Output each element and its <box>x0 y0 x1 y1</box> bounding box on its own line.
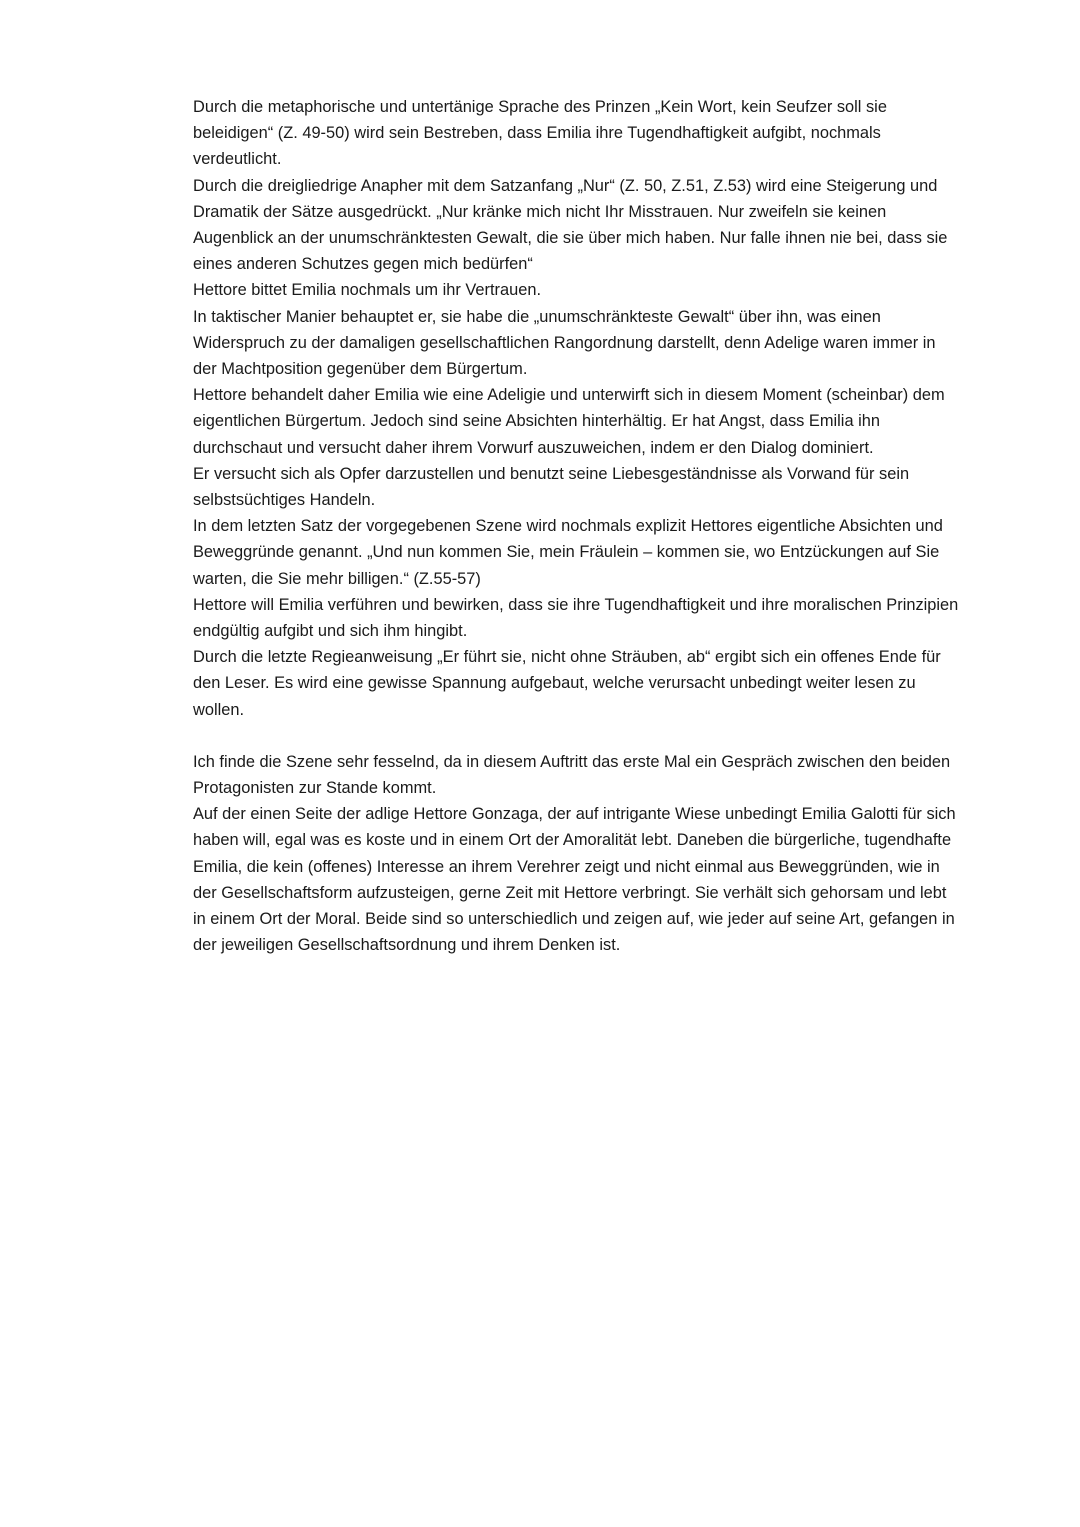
paragraph: In taktischer Manier behauptet er, sie habe die „unumschränkteste Gewalt“ über ihn, was einen Widerspruch zu der damaligen gesellschaftlichen Rangordnung darstellt, denn Adelige waren immer in der Machtposition gegenüber dem Bürgertum. <box>193 307 936 379</box>
paragraph: Hettore bittet Emilia nochmals um ihr Vertrauen. <box>193 281 541 300</box>
paragraph: Er versucht sich als Opfer darzustellen und benutzt seine Liebesgeständnisse als Vorwand für sein selbstsüchtiges Handeln. <box>193 464 910 510</box>
paragraph: Auf der einen Seite der adlige Hettore Gonzaga, der auf intrigante Wiese unbedingt Emilia Galotti für sich haben will, egal was es koste und in einem Ort der Amoralität lebt. Daneben die bürgerliche, tugendhafte Emilia, die kein (offenes) Interesse an ihrem Verehrer zeigt und nicht einmal aus Beweggründen, wie in der Gesellschaftsform aufzusteigen, gerne Zeit mit Hettore verbringt. Sie verhält sich gehorsam und lebt in einem Ort der Moral. Beide sind so unterschiedlich und zeigen auf, wie jeder auf seine Art, gefangen in der jeweiligen Gesellschaftsordnung und ihrem Denken ist. <box>193 805 956 955</box>
paragraph: Hettore will Emilia verführen und bewirken, dass sie ihre Tugendhaftigkeit und ihre moralischen Prinzipien endgültig aufgibt und sich ihm hingibt. <box>193 595 959 641</box>
document-page <box>193 94 963 959</box>
opinion-section <box>193 749 963 959</box>
paragraph: Ich finde die Szene sehr fesselnd, da in diesem Auftritt das erste Mal ein Gespräch zwischen den beiden Protagonisten zur Stande kommt. <box>193 752 951 798</box>
paragraph: Durch die letzte Regieanweisung „Er führt sie, nicht ohne Sträuben, ab“ ergibt sich ein offenes Ende für den Leser. Es wird eine gewisse Spannung aufgebaut, welche verursacht unbedingt weiter lesen zu wollen. <box>193 648 941 719</box>
paragraph: Durch die dreigliedrige Anapher mit dem Satzanfang „Nur“ (Z. 50, Z.51, Z.53) wird eine Steigerung und Dramatik der Sätze ausgedrückt. „Nur kränke mich nicht Ihr Misstrauen. Nur zweifeln sie keinen Augenblick an der unumschränktesten Gewalt, die sie über mich haben. Nur falle ihnen nie bei, dass sie eines anderen Schutzes gegen mich bedürfen“ <box>193 176 948 274</box>
paragraph: Durch die metaphorische und untertänige Sprache des Prinzen „Kein Wort, kein Seufzer soll sie beleidigen“ (Z. 49-50) wird sein Bestreben, dass Emilia ihre Tugendhaftigkeit aufgibt, nochmals verdeutlicht. <box>193 98 887 169</box>
analysis-section <box>193 94 963 723</box>
paragraph: Hettore behandelt daher Emilia wie eine Adeligie und unterwirft sich in diesem Moment (scheinbar) dem eigentlichen Bürgertum. Jedoch sind seine Absichten hinterhältig. Er hat Angst, dass Emilia ihn durchschaut und versucht daher ihrem Vorwurf auszuweichen, indem er den Dialog dominiert. <box>193 386 945 457</box>
paragraph: In dem letzten Satz der vorgegebenen Szene wird nochmals explizit Hettores eigentliche Absichten und Beweggründe genannt. „Und nun kommen Sie, mein Fräulein – kommen sie, wo Entzückungen auf Sie warten, die Sie mehr billigen.“ (Z.55-57) <box>193 517 943 588</box>
